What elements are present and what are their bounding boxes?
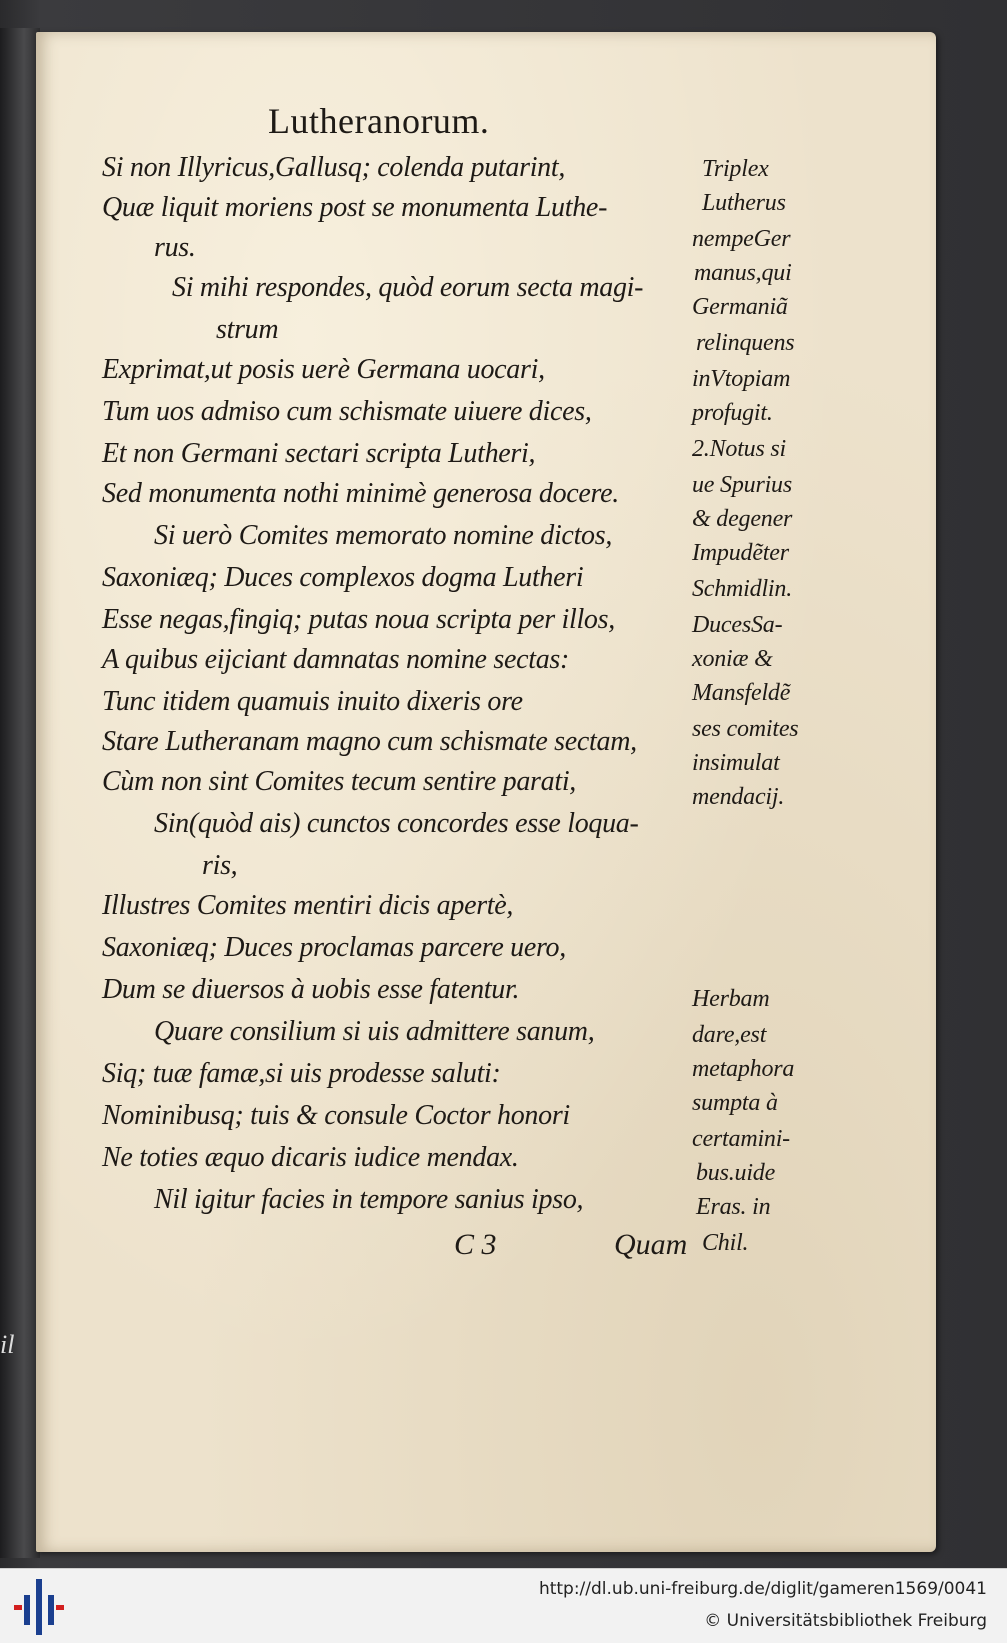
margin-note: Lutherus	[702, 190, 786, 216]
catchword: Quam	[614, 1228, 688, 1261]
margin-note: Mansfeldẽ	[692, 680, 791, 706]
text-line: Tum uos admiso cum schismate uiuere dices,	[102, 396, 592, 427]
text-line: Et non Germani sectari scripta Lutheri,	[102, 438, 536, 469]
page-header: Lutheranorum.	[268, 101, 490, 141]
text-line: Dum se diuersos à uobis esse fatentur.	[102, 974, 520, 1005]
text-line: Sed monumenta nothi minimè generosa docere.	[102, 478, 619, 509]
stray-mark: il	[0, 1330, 15, 1359]
margin-note: mendacij.	[692, 784, 785, 810]
margin-note: manus,qui	[694, 260, 792, 286]
text-line: Sin(quòd ais) cunctos concordes esse loqua-	[154, 808, 639, 839]
margin-note: profugit.	[692, 400, 773, 426]
text-line: Nominibusq; tuis & consule Coctor honori	[102, 1100, 570, 1131]
margin-note: metaphora	[692, 1056, 795, 1082]
text-line: Saxoniæq; Duces complexos dogma Lutheri	[102, 562, 584, 593]
margin-note: Eras. in	[696, 1194, 771, 1220]
text-line: Ne toties æquo dicaris iudice mendax.	[102, 1142, 519, 1173]
margin-note: Chil.	[702, 1230, 749, 1256]
text-line: Quare consilium si uis admittere sanum,	[154, 1016, 595, 1047]
text-line: Exprimat,ut posis uerè Germana uocari,	[102, 354, 545, 385]
margin-note: & degener	[692, 506, 793, 532]
margin-note: Germaniã	[692, 294, 788, 320]
margin-note: ue Spurius	[692, 472, 793, 498]
margin-note: insimulat	[692, 750, 780, 776]
margin-note: certamini-	[692, 1126, 790, 1152]
margin-note: 2.Notus si	[692, 436, 787, 462]
margin-note: Herbam	[692, 986, 770, 1012]
text-line: Si non Illyricus,Gallusq; colenda putarint,	[102, 152, 566, 183]
text-line: Nil igitur facies in tempore sanius ipso,	[154, 1184, 584, 1215]
library-logo-icon	[14, 1579, 64, 1635]
margin-note: Triplex	[702, 156, 769, 182]
text-line: Siq; tuæ famæ,si uis prodesse saluti:	[102, 1058, 501, 1089]
text-line: strum	[216, 314, 279, 345]
book-spine-edge	[0, 28, 40, 1558]
permalink-url[interactable]: http://dl.ub.uni-freiburg.de/diglit/gameren1569/0041	[538, 1579, 987, 1599]
margin-note: xoniæ &	[692, 646, 773, 672]
margin-note: relinquens	[696, 330, 795, 356]
margin-note: ses comites	[692, 716, 799, 742]
text-line: ris,	[202, 850, 238, 881]
signature-mark: C 3	[454, 1228, 497, 1261]
margin-note: nempeGer	[692, 226, 791, 252]
margin-note: inVtopiam	[692, 366, 791, 392]
text-line: Cùm non sint Comites tecum sentire parati,	[102, 766, 577, 797]
text-line: Si uerò Comites memorato nomine dictos,	[154, 520, 613, 551]
book-page	[36, 32, 936, 1552]
text-line: Illustres Comites mentiri dicis apertè,	[102, 890, 514, 921]
margin-note: Schmidlin.	[692, 576, 792, 602]
text-line: Si mihi respondes, quòd eorum secta magi-	[172, 272, 644, 303]
text-line: Quæ liquit moriens post se monumenta Luthe-	[102, 192, 608, 223]
margin-note: sumpta à	[692, 1090, 778, 1116]
margin-note: Impudẽter	[692, 540, 789, 566]
text-line: Tunc itidem quamuis inuito dixeris ore	[102, 686, 523, 717]
text-line: rus.	[154, 232, 196, 263]
copyright-notice: © Universitätsbibliothek Freiburg	[704, 1611, 987, 1631]
text-line: Saxoniæq; Duces proclamas parcere uero,	[102, 932, 566, 963]
margin-note: bus.uide	[696, 1160, 776, 1186]
text-line: Stare Lutheranam magno cum schismate sectam,	[102, 726, 637, 757]
margin-note: DucesSa-	[692, 612, 783, 638]
footer-bar	[0, 1568, 1007, 1643]
text-line: Esse negas,fingiq; putas noua scripta per illos,	[102, 604, 615, 635]
text-line: A quibus eijciant damnatas nomine sectas:	[102, 644, 570, 675]
margin-note: dare,est	[692, 1022, 767, 1048]
